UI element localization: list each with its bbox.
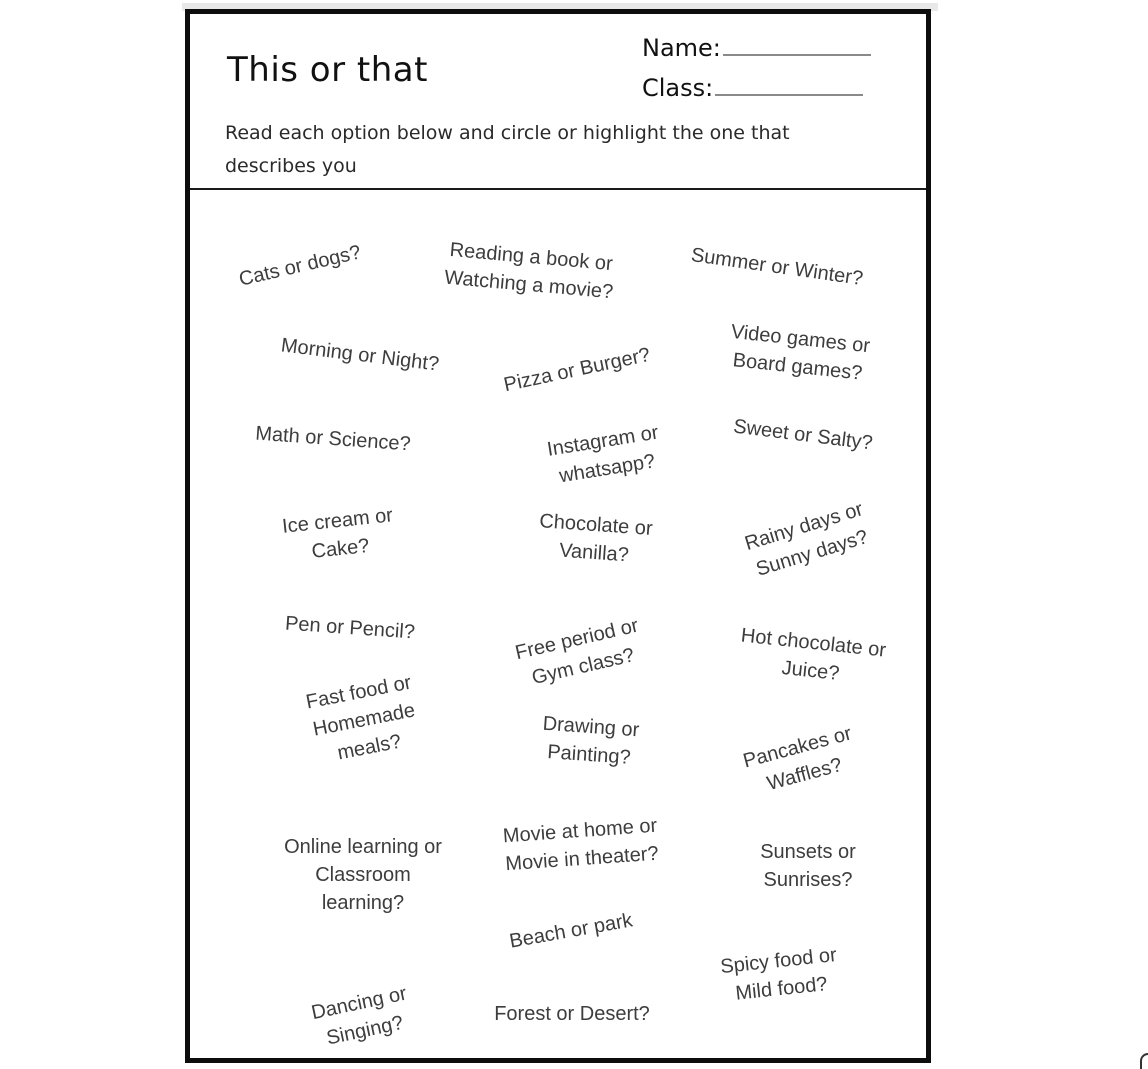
choice-prompt[interactable]: Chocolate or Vanilla? (538, 510, 654, 567)
choice-prompt[interactable]: Hot chocolate or Juice? (739, 624, 888, 685)
choice-prompt[interactable]: Online learning or Classroom learning? (284, 836, 442, 914)
choice-prompt[interactable]: Summer or Winter? (689, 244, 865, 290)
choice-prompt[interactable]: Forest or Desert? (494, 1003, 650, 1025)
choice-prompt[interactable]: Morning or Night? (279, 334, 441, 376)
choice-prompt[interactable]: Cats or dogs? (236, 241, 364, 291)
worksheet-sheet (185, 9, 931, 1063)
worksheet-title: This or that (227, 50, 428, 90)
choice-prompt[interactable]: Dancing or Singing? (309, 982, 409, 1050)
choice-prompt[interactable]: Pizza or Burger? (501, 343, 653, 397)
worksheet-header (190, 14, 926, 190)
class-label: Class: (642, 74, 714, 102)
name-label: Name: (642, 34, 721, 62)
choice-prompt[interactable]: Fast food or Homemade meals? (304, 671, 417, 765)
choice-prompt[interactable]: Sweet or Salty? (732, 415, 874, 455)
choice-prompt[interactable]: Movie at home or Movie in theater? (502, 814, 660, 876)
choice-prompt[interactable]: Pancakes or Waffles? (740, 722, 854, 796)
choice-prompt[interactable]: Math or Science? (254, 422, 412, 456)
choice-prompt[interactable]: Instagram or whatsapp? (545, 421, 660, 488)
choice-prompt[interactable]: Free period or Gym class? (513, 614, 641, 690)
name-field[interactable] (642, 34, 871, 62)
choice-prompt[interactable]: Ice cream or Cake? (281, 504, 394, 563)
class-blank-line[interactable] (715, 74, 863, 96)
choice-prompt[interactable]: Drawing or Painting? (541, 712, 640, 769)
class-field[interactable] (642, 74, 863, 102)
choice-prompt[interactable]: Video games or Board games? (729, 320, 872, 385)
choice-prompt[interactable]: Reading a book or Watching a movie? (443, 238, 615, 304)
choice-prompt[interactable]: Pen or Pencil? (284, 612, 416, 644)
choice-prompt[interactable]: Sunsets or Sunrises? (760, 841, 856, 891)
choice-prompt[interactable]: Rainy days or Sunny days? (742, 498, 871, 581)
page-corner-mark (1140, 1053, 1148, 1069)
name-blank-line[interactable] (723, 34, 871, 56)
choice-prompt[interactable]: Beach or park (507, 909, 635, 953)
worksheet-instruction: Read each option below and circle or highlight the one that describes you (225, 122, 790, 177)
choice-prompt[interactable]: Spicy food or Mild food? (719, 944, 838, 1005)
